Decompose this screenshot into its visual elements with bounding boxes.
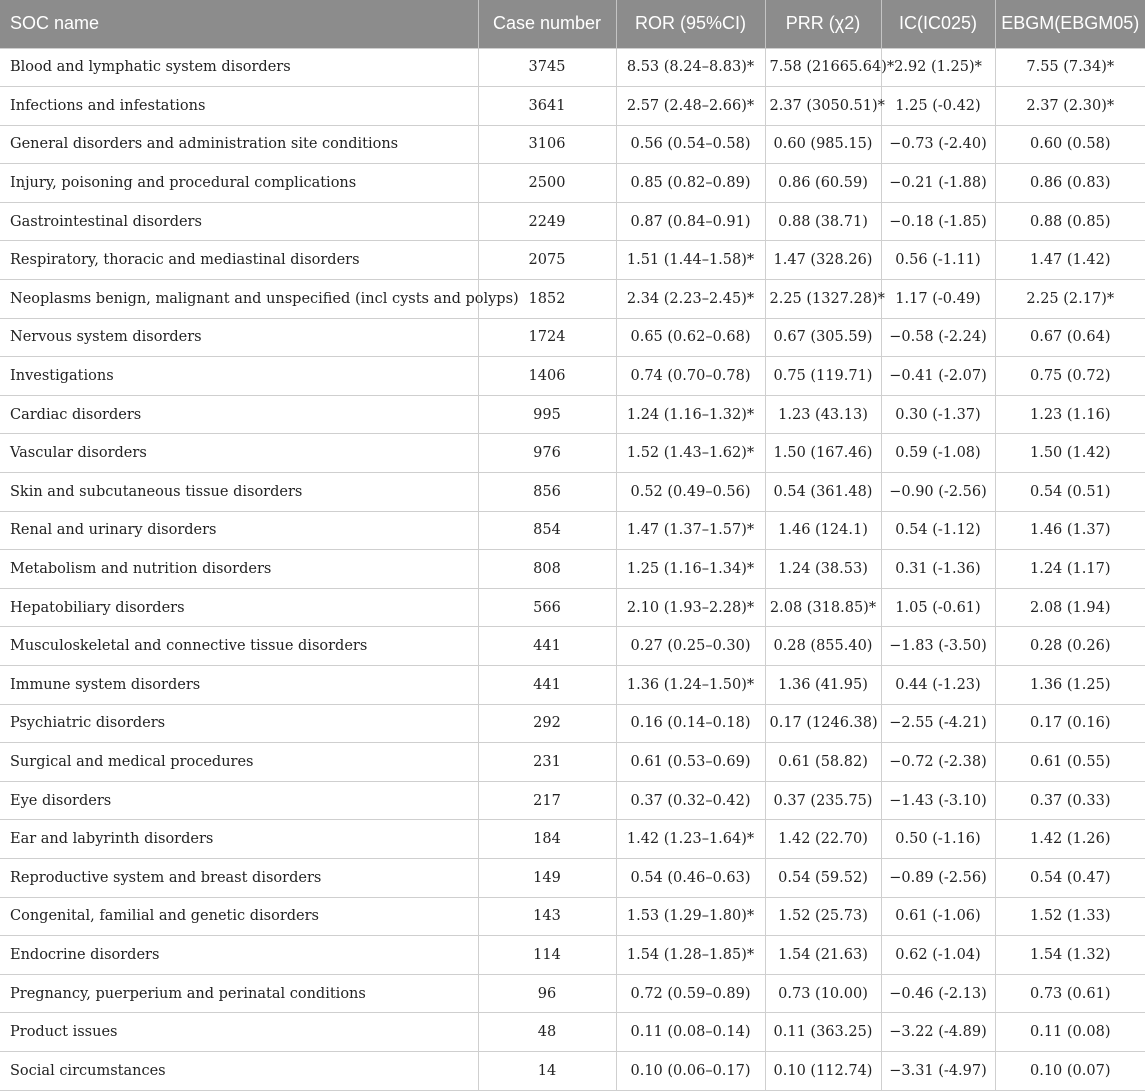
soc-name-cell: Product issues <box>0 1013 478 1052</box>
ic-cell: 1.17 (-0.49) <box>881 280 995 319</box>
case-number-cell: 217 <box>478 781 616 820</box>
ic-cell: −0.18 (-1.85) <box>881 202 995 241</box>
case-number-cell: 48 <box>478 1013 616 1052</box>
ebgm-cell: 0.88 (0.85) <box>995 202 1145 241</box>
ebgm-cell: 2.37 (2.30)* <box>995 87 1145 126</box>
ebgm-cell: 1.47 (1.42) <box>995 241 1145 280</box>
prr-cell: 1.23 (43.13) <box>765 395 881 434</box>
ror-cell: 0.61 (0.53–0.69) <box>616 743 765 782</box>
case-number-cell: 3641 <box>478 87 616 126</box>
ic-cell: −0.41 (-2.07) <box>881 357 995 396</box>
ror-cell: 1.52 (1.43–1.62)* <box>616 434 765 473</box>
soc-name-cell: Endocrine disorders <box>0 936 478 975</box>
prr-cell: 0.10 (112.74) <box>765 1051 881 1090</box>
soc-name-cell: Metabolism and nutrition disorders <box>0 550 478 589</box>
case-number-cell: 808 <box>478 550 616 589</box>
ebgm-cell: 0.73 (0.61) <box>995 974 1145 1013</box>
ror-cell: 1.51 (1.44–1.58)* <box>616 241 765 280</box>
prr-cell: 2.37 (3050.51)* <box>765 87 881 126</box>
soc-name-cell: Congenital, familial and genetic disorders <box>0 897 478 936</box>
prr-cell: 0.37 (235.75) <box>765 781 881 820</box>
soc-name-cell: Hepatobiliary disorders <box>0 588 478 627</box>
case-number-cell: 143 <box>478 897 616 936</box>
case-number-cell: 114 <box>478 936 616 975</box>
ic-cell: −2.55 (-4.21) <box>881 704 995 743</box>
table-row <box>0 588 1145 627</box>
ic-cell: −0.58 (-2.24) <box>881 318 995 357</box>
case-number-cell: 441 <box>478 666 616 705</box>
prr-cell: 7.58 (21665.64)* <box>765 48 881 87</box>
prr-cell: 0.60 (985.15) <box>765 125 881 164</box>
ebgm-cell: 1.36 (1.25) <box>995 666 1145 705</box>
case-number-cell: 3106 <box>478 125 616 164</box>
ebgm-cell: 1.52 (1.33) <box>995 897 1145 936</box>
ebgm-cell: 1.23 (1.16) <box>995 395 1145 434</box>
table-body <box>0 48 1145 1090</box>
table-row <box>0 820 1145 859</box>
case-number-cell: 231 <box>478 743 616 782</box>
case-number-cell: 854 <box>478 511 616 550</box>
ebgm-cell: 1.42 (1.26) <box>995 820 1145 859</box>
ebgm-cell: 0.61 (0.55) <box>995 743 1145 782</box>
ebgm-cell: 2.08 (1.94) <box>995 588 1145 627</box>
ic-cell: 0.30 (-1.37) <box>881 395 995 434</box>
ror-cell: 0.74 (0.70–0.78) <box>616 357 765 396</box>
prr-cell: 1.52 (25.73) <box>765 897 881 936</box>
ic-cell: −0.73 (-2.40) <box>881 125 995 164</box>
ror-cell: 2.34 (2.23–2.45)* <box>616 280 765 319</box>
table-row <box>0 511 1145 550</box>
case-number-cell: 96 <box>478 974 616 1013</box>
table-row <box>0 1051 1145 1090</box>
table-row <box>0 241 1145 280</box>
soc-name-cell: Vascular disorders <box>0 434 478 473</box>
case-number-cell: 856 <box>478 473 616 512</box>
ror-cell: 1.53 (1.29–1.80)* <box>616 897 765 936</box>
soc-name-cell: Cardiac disorders <box>0 395 478 434</box>
table-row <box>0 704 1145 743</box>
table-row <box>0 743 1145 782</box>
ror-cell: 1.24 (1.16–1.32)* <box>616 395 765 434</box>
soc-name-cell: Renal and urinary disorders <box>0 511 478 550</box>
ebgm-cell: 0.17 (0.16) <box>995 704 1145 743</box>
table-row <box>0 936 1145 975</box>
prr-cell: 0.75 (119.71) <box>765 357 881 396</box>
ic-cell: −3.22 (-4.89) <box>881 1013 995 1052</box>
ror-cell: 0.65 (0.62–0.68) <box>616 318 765 357</box>
ic-cell: −0.46 (-2.13) <box>881 974 995 1013</box>
ror-cell: 2.10 (1.93–2.28)* <box>616 588 765 627</box>
case-number-cell: 441 <box>478 627 616 666</box>
prr-cell: 0.54 (59.52) <box>765 858 881 897</box>
case-number-cell: 2249 <box>478 202 616 241</box>
ic-cell: 0.54 (-1.12) <box>881 511 995 550</box>
header-prr: PRR (χ2) <box>765 0 881 48</box>
table-row <box>0 357 1145 396</box>
table-row <box>0 858 1145 897</box>
soc-name-cell: Ear and labyrinth disorders <box>0 820 478 859</box>
soc-name-cell: Social circumstances <box>0 1051 478 1090</box>
ebgm-cell: 0.54 (0.47) <box>995 858 1145 897</box>
ror-cell: 1.42 (1.23–1.64)* <box>616 820 765 859</box>
table-row <box>0 666 1145 705</box>
ror-cell: 1.54 (1.28–1.85)* <box>616 936 765 975</box>
prr-cell: 0.73 (10.00) <box>765 974 881 1013</box>
ror-cell: 1.36 (1.24–1.50)* <box>616 666 765 705</box>
ic-cell: −1.43 (-3.10) <box>881 781 995 820</box>
ror-cell: 0.11 (0.08–0.14) <box>616 1013 765 1052</box>
case-number-cell: 1852 <box>478 280 616 319</box>
table-row <box>0 125 1145 164</box>
ror-cell: 0.72 (0.59–0.89) <box>616 974 765 1013</box>
ebgm-cell: 7.55 (7.34)* <box>995 48 1145 87</box>
table-row <box>0 974 1145 1013</box>
ebgm-cell: 1.54 (1.32) <box>995 936 1145 975</box>
table-row <box>0 87 1145 126</box>
ic-cell: 2.92 (1.25)* <box>881 48 995 87</box>
ror-cell: 2.57 (2.48–2.66)* <box>616 87 765 126</box>
header-soc-name: SOC name <box>10 13 100 34</box>
ror-cell: 0.27 (0.25–0.30) <box>616 627 765 666</box>
case-number-cell: 292 <box>478 704 616 743</box>
case-number-cell: 2500 <box>478 164 616 203</box>
ebgm-cell: 0.75 (0.72) <box>995 357 1145 396</box>
prr-cell: 0.54 (361.48) <box>765 473 881 512</box>
prr-cell: 0.17 (1246.38) <box>765 704 881 743</box>
soc-name-cell: Immune system disorders <box>0 666 478 705</box>
ror-cell: 8.53 (8.24–8.83)* <box>616 48 765 87</box>
ebgm-cell: 0.54 (0.51) <box>995 473 1145 512</box>
ebgm-cell: 2.25 (2.17)* <box>995 280 1145 319</box>
ror-cell: 1.47 (1.37–1.57)* <box>616 511 765 550</box>
soc-name-cell: Surgical and medical procedures <box>0 743 478 782</box>
table-row <box>0 318 1145 357</box>
ebgm-cell: 0.28 (0.26) <box>995 627 1145 666</box>
ebgm-cell: 1.50 (1.42) <box>995 434 1145 473</box>
soc-name-cell: Musculoskeletal and connective tissue disorders <box>0 627 478 666</box>
case-number-cell: 14 <box>478 1051 616 1090</box>
case-number-cell: 1724 <box>478 318 616 357</box>
prr-cell: 1.24 (38.53) <box>765 550 881 589</box>
ic-cell: −0.21 (-1.88) <box>881 164 995 203</box>
prr-cell: 0.61 (58.82) <box>765 743 881 782</box>
header-case-number: Case number <box>478 0 616 48</box>
ic-cell: 0.31 (-1.36) <box>881 550 995 589</box>
case-number-cell: 3745 <box>478 48 616 87</box>
table-row <box>0 473 1145 512</box>
soc-name-cell: Psychiatric disorders <box>0 704 478 743</box>
ebgm-cell: 0.60 (0.58) <box>995 125 1145 164</box>
table-row <box>0 1013 1145 1052</box>
table-row <box>0 202 1145 241</box>
table-row <box>0 550 1145 589</box>
table-row <box>0 897 1145 936</box>
table-row <box>0 434 1145 473</box>
soc-name-cell: Nervous system disorders <box>0 318 478 357</box>
ebgm-cell: 1.24 (1.17) <box>995 550 1145 589</box>
soc-name-cell: Blood and lymphatic system disorders <box>0 48 478 87</box>
ror-cell: 0.16 (0.14–0.18) <box>616 704 765 743</box>
table-header <box>0 0 1145 48</box>
ic-cell: −0.72 (-2.38) <box>881 743 995 782</box>
prr-cell: 0.28 (855.40) <box>765 627 881 666</box>
ic-cell: 0.61 (-1.06) <box>881 897 995 936</box>
table-row <box>0 781 1145 820</box>
prr-cell: 0.67 (305.59) <box>765 318 881 357</box>
ebgm-cell: 0.86 (0.83) <box>995 164 1145 203</box>
ror-cell: 1.25 (1.16–1.34)* <box>616 550 765 589</box>
soc-name-cell: Skin and subcutaneous tissue disorders <box>0 473 478 512</box>
ic-cell: 0.62 (-1.04) <box>881 936 995 975</box>
header-ebgm: EBGM(EBGM05) <box>995 0 1145 48</box>
table-row <box>0 48 1145 87</box>
table-row <box>0 395 1145 434</box>
table-row <box>0 627 1145 666</box>
prr-cell: 1.42 (22.70) <box>765 820 881 859</box>
ror-cell: 0.54 (0.46–0.63) <box>616 858 765 897</box>
case-number-cell: 149 <box>478 858 616 897</box>
ror-cell: 0.87 (0.84–0.91) <box>616 202 765 241</box>
case-number-cell: 995 <box>478 395 616 434</box>
header-ror: ROR (95%CI) <box>616 0 765 48</box>
soc-name-cell: Eye disorders <box>0 781 478 820</box>
prr-cell: 0.88 (38.71) <box>765 202 881 241</box>
ic-cell: 0.50 (-1.16) <box>881 820 995 859</box>
ic-cell: 0.44 (-1.23) <box>881 666 995 705</box>
header-row <box>0 0 1145 48</box>
prr-cell: 2.25 (1327.28)* <box>765 280 881 319</box>
ror-cell: 0.85 (0.82–0.89) <box>616 164 765 203</box>
soc-name-cell: Injury, poisoning and procedural complications <box>0 164 478 203</box>
prr-cell: 1.47 (328.26) <box>765 241 881 280</box>
prr-cell: 0.86 (60.59) <box>765 164 881 203</box>
ic-cell: 0.56 (-1.11) <box>881 241 995 280</box>
prr-cell: 1.50 (167.46) <box>765 434 881 473</box>
ror-cell: 0.10 (0.06–0.17) <box>616 1051 765 1090</box>
ic-cell: −3.31 (-4.97) <box>881 1051 995 1090</box>
ror-cell: 0.52 (0.49–0.56) <box>616 473 765 512</box>
ic-cell: −0.90 (-2.56) <box>881 473 995 512</box>
ic-cell: −1.83 (-3.50) <box>881 627 995 666</box>
prr-cell: 1.54 (21.63) <box>765 936 881 975</box>
prr-cell: 1.46 (124.1) <box>765 511 881 550</box>
soc-name-cell: Gastrointestinal disorders <box>0 202 478 241</box>
ic-cell: −0.89 (-2.56) <box>881 858 995 897</box>
soc-name-cell: General disorders and administration site conditions <box>0 125 478 164</box>
ic-cell: 0.59 (-1.08) <box>881 434 995 473</box>
table-row <box>0 280 1145 319</box>
ebgm-cell: 0.67 (0.64) <box>995 318 1145 357</box>
ebgm-cell: 0.11 (0.08) <box>995 1013 1145 1052</box>
header-ic: IC(IC025) <box>881 0 995 48</box>
case-number-cell: 566 <box>478 588 616 627</box>
ror-cell: 0.37 (0.32–0.42) <box>616 781 765 820</box>
prr-cell: 0.11 (363.25) <box>765 1013 881 1052</box>
soc-name-cell: Reproductive system and breast disorders <box>0 858 478 897</box>
soc-name-cell: Pregnancy, puerperium and perinatal conditions <box>0 974 478 1013</box>
soc-name-cell: Respiratory, thoracic and mediastinal disorders <box>0 241 478 280</box>
ebgm-cell: 0.10 (0.07) <box>995 1051 1145 1090</box>
ebgm-cell: 1.46 (1.37) <box>995 511 1145 550</box>
ic-cell: 1.05 (-0.61) <box>881 588 995 627</box>
case-number-cell: 976 <box>478 434 616 473</box>
soc-name-cell: Investigations <box>0 357 478 396</box>
ror-cell: 0.56 (0.54–0.58) <box>616 125 765 164</box>
case-number-cell: 1406 <box>478 357 616 396</box>
case-number-cell: 2075 <box>478 241 616 280</box>
prr-cell: 1.36 (41.95) <box>765 666 881 705</box>
ebgm-cell: 0.37 (0.33) <box>995 781 1145 820</box>
soc-name-cell: Neoplasms benign, malignant and unspecified (incl cysts and polyps) <box>0 280 478 319</box>
table-row <box>0 164 1145 203</box>
soc-name-cell: Infections and infestations <box>0 87 478 126</box>
ic-cell: 1.25 (-0.42) <box>881 87 995 126</box>
prr-cell: 2.08 (318.85)* <box>765 588 881 627</box>
case-number-cell: 184 <box>478 820 616 859</box>
